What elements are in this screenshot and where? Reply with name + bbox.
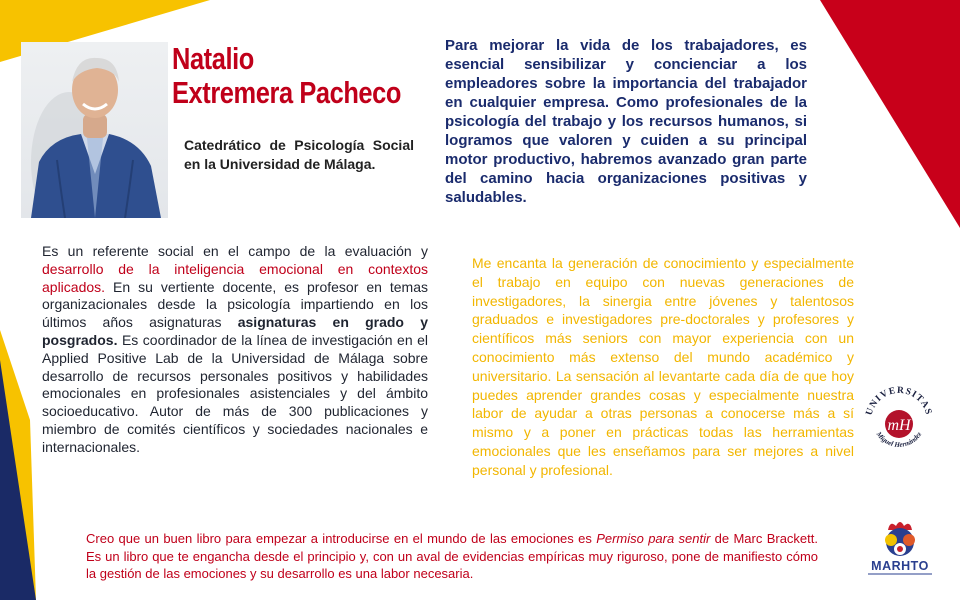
logo-monogram: mH: [887, 417, 911, 434]
bio-teaching: En su vertiente docente, es profesor en temas organizacionales desde la psicología impartiendo en los últimos años asignaturas: [42, 278, 428, 331]
book-description: de Marc Brackett. Es un libro que te engancha desde el principio y, con un aval de evidencias empíricas muy riguroso, pone de manifiesto cómo la gestión de las emociones y su desarrollo es una labor necesaria.: [86, 531, 818, 581]
person-role: Catedrático de Psicología Social en la Universidad de Málaga.: [184, 137, 414, 172]
name-first: Natalio: [172, 41, 254, 76]
bio-highlight: desarrollo de la inteligencia emocional en contextos aplicados.: [42, 260, 428, 295]
universitas-miguel-hernandez-logo: [862, 384, 936, 458]
marhto-logo: [860, 518, 940, 580]
portrait-photo: [21, 42, 168, 218]
logo-arc-top: UNIVERSITAS: [864, 385, 934, 417]
bio-bold: asignaturas en grado y posgrados.: [42, 314, 428, 348]
person-silhouette-icon: [21, 42, 168, 218]
book-recommendation: [86, 530, 818, 583]
marhto-label: MARHTO: [871, 559, 929, 573]
book-title: Permiso para sentir: [596, 531, 711, 546]
quote-knowledge: Me encanta la generación de conocimiento y especialmente el trabajo en equipo con nuevas generaciones de investigadores, la sinergia entre jóvenes y talentosos graduados e investigadores pre-doctorales y profesores y científicos más seniors con mayor experiencia con un conocimiento más extenso del mundo académico y universitario. La sensación al levantarte cada día de que hoy puedes aprender grandes cosas y especialmente nuestra labor de ayudar a otras personas a conocerse más a sí mismo y a poner en prácticas todas las herramientas emocionales que les enseñamos para ser mejores a nivel personal y profesional.: [472, 255, 854, 478]
bio-research: Es coordinador de la línea de investigación en el Applied Positive Lab de la Universidad de Málaga sobre desarrollo de recursos personales positivos y habilidades emocionales en profesionales asistenciales y del ámbito socioeducativo. Autor de más de 300 publicaciones y miembro de comités científicos y sociedades nacionales e internacionales.: [42, 331, 428, 455]
logo-arc-bottom: Miguel Hernández: [874, 430, 924, 449]
book-intro: Creo que un buen libro para empezar a introducirse en el mundo de las emociones es: [86, 531, 597, 546]
person-name: [172, 41, 402, 110]
name-surnames: Extremera Pacheco: [172, 75, 402, 110]
bio-intro: Es un referente social en el campo de la evaluación y: [42, 243, 428, 259]
quote-workers: Para mejorar la vida de los trabajadores, es esencial sensibilizar y concienciar a los empleadores sobre la importancia del trabajador en cualquier empresa. Como profesionales de la psicología del trabajo y los recursos humanos, si logramos que valoren y cuiden a su principal motor productivo, habremos avanzado gran parte del camino hacia organizaciones positivas y saludables.: [445, 37, 807, 206]
top-right-red-triangle: [820, 0, 960, 228]
biography: [42, 243, 428, 457]
